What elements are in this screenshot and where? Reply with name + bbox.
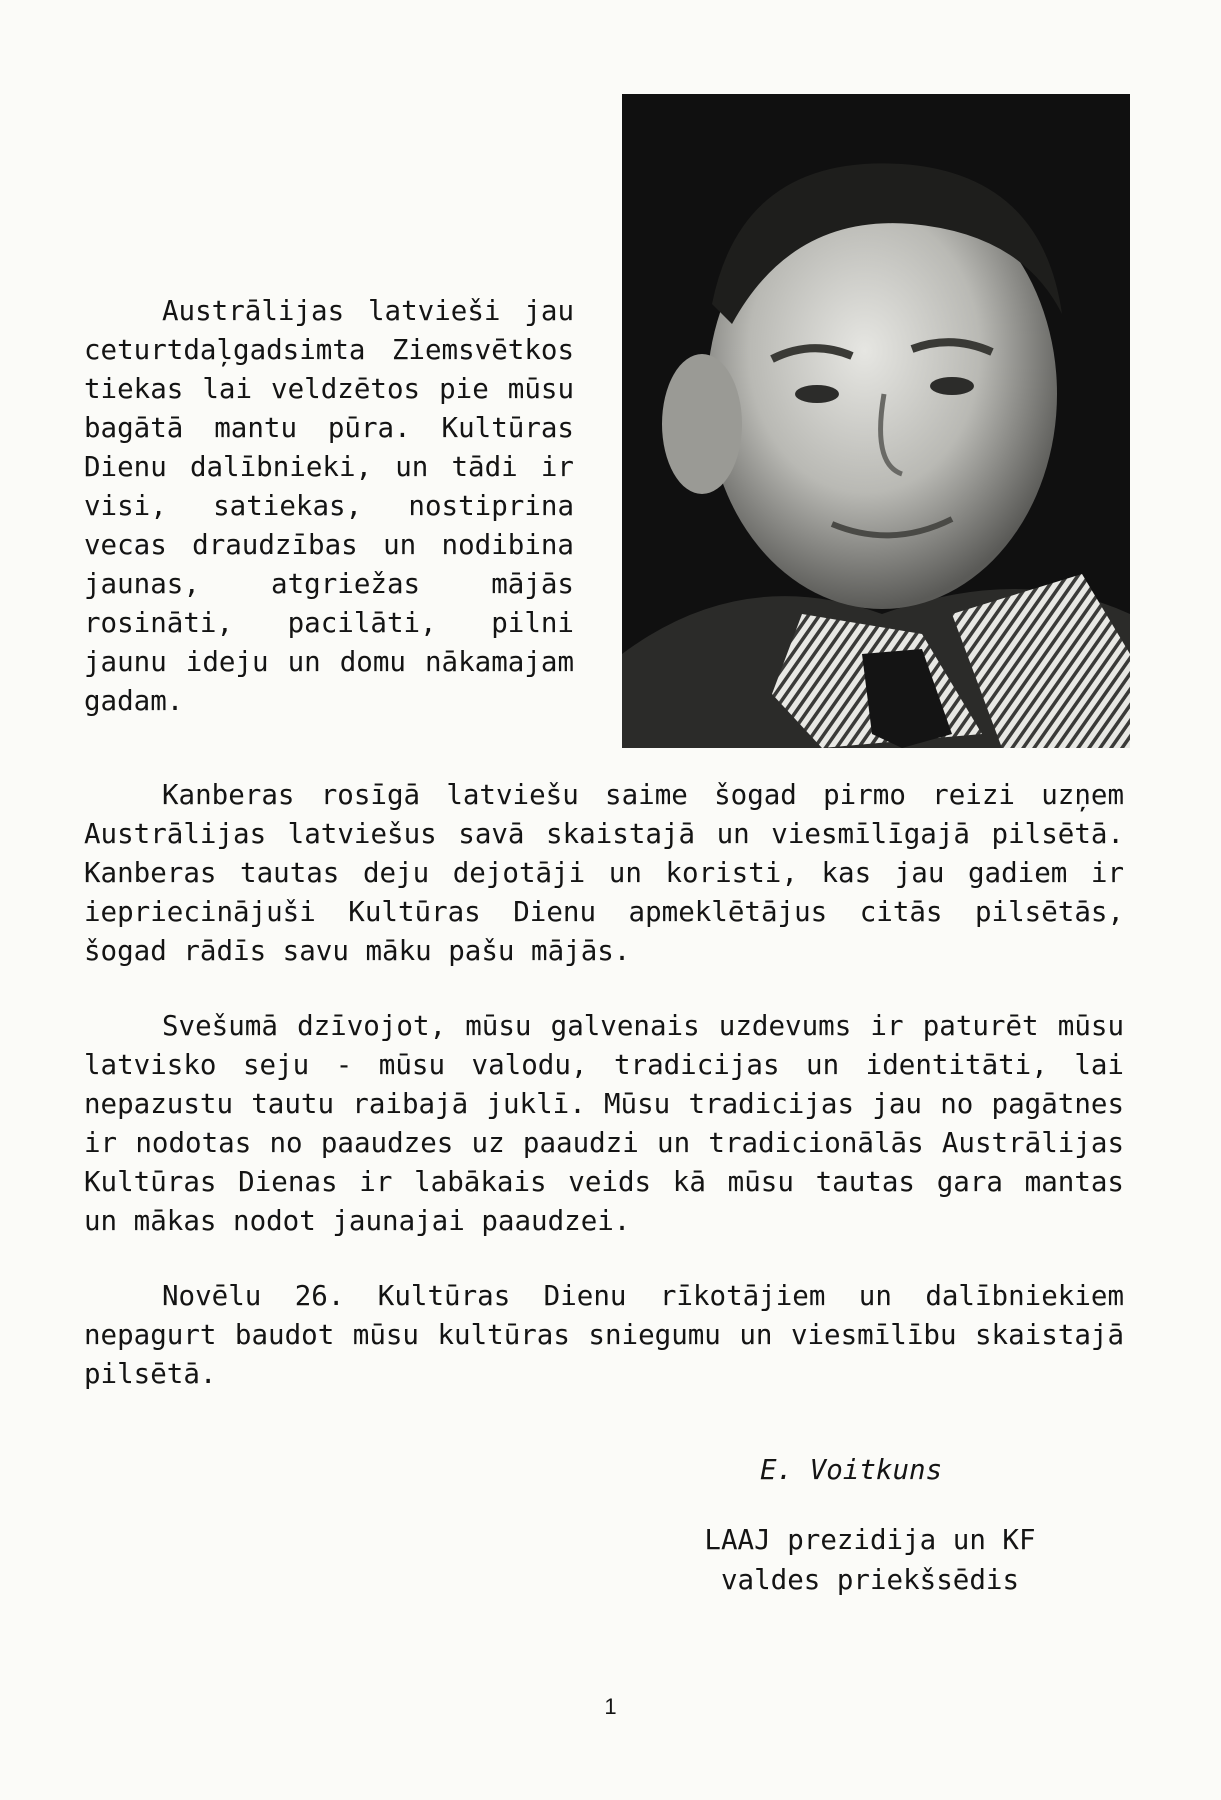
body-text bbox=[84, 776, 1124, 1430]
intro-text-block bbox=[84, 292, 574, 721]
portrait-image bbox=[622, 94, 1130, 748]
signature-role bbox=[660, 1520, 1080, 1600]
signature-name: E. Voitkuns bbox=[760, 1454, 943, 1486]
page-number: 1 bbox=[604, 1694, 617, 1719]
intro-paragraph: Austrālijas latvieši jau ceturtdaļgadsimta Ziemsvētkos tiekas lai veldzētos pie mūsu bagātā mantu pūra. Kultūras Dienu dalībnieki, un tādi ir visi, satiekas, nostiprina vecas draudzības un nodibina jaunas, atgriežas mājās rosināti, pacilāti, pilni jaunu ideju un domu nākamajam gadam. bbox=[84, 295, 574, 717]
portrait-photo bbox=[622, 94, 1130, 748]
paragraph-canberra: Kanberas rosīgā latviešu saime šogad pirmo reizi uzņem Austrālijas latviešus savā skaistajā un viesmīlīgajā pilsētā. Kanberas tautas deju dejotāji un koristi, kas jau gadiem ir iepriecinājuši Kultūras Dienu apmeklētājus citās pilsētās, šogad rādīs savu māku pašu mājās. bbox=[84, 779, 1124, 967]
paragraph-wishes: Novēlu 26. Kultūras Dienu rīkotājiem un dalībniekiem nepagurt baudot mūsu kultūras sniegumu un viesmīlību skaistajā pilsētā. bbox=[84, 1280, 1124, 1390]
signature-role-line-2: valdes priekšsēdis bbox=[720, 1564, 1019, 1596]
paragraph-identity: Svešumā dzīvojot, mūsu galvenais uzdevums ir paturēt mūsu latvisko seju - mūsu valodu, tradicijas un identitāti, lai nepazustu tautu raibajā juklī. Mūsu tradicijas jau no pagātnes ir nodotas no paaudzes uz paaudzi un tradicionālās Austrālijas Kultūras Dienas ir labākais veids kā mūsu tautas gara mantas un mākas nodot jaunajai paaudzei. bbox=[84, 1010, 1124, 1237]
signature-role-line-1: LAAJ prezidija un KF bbox=[704, 1524, 1036, 1556]
